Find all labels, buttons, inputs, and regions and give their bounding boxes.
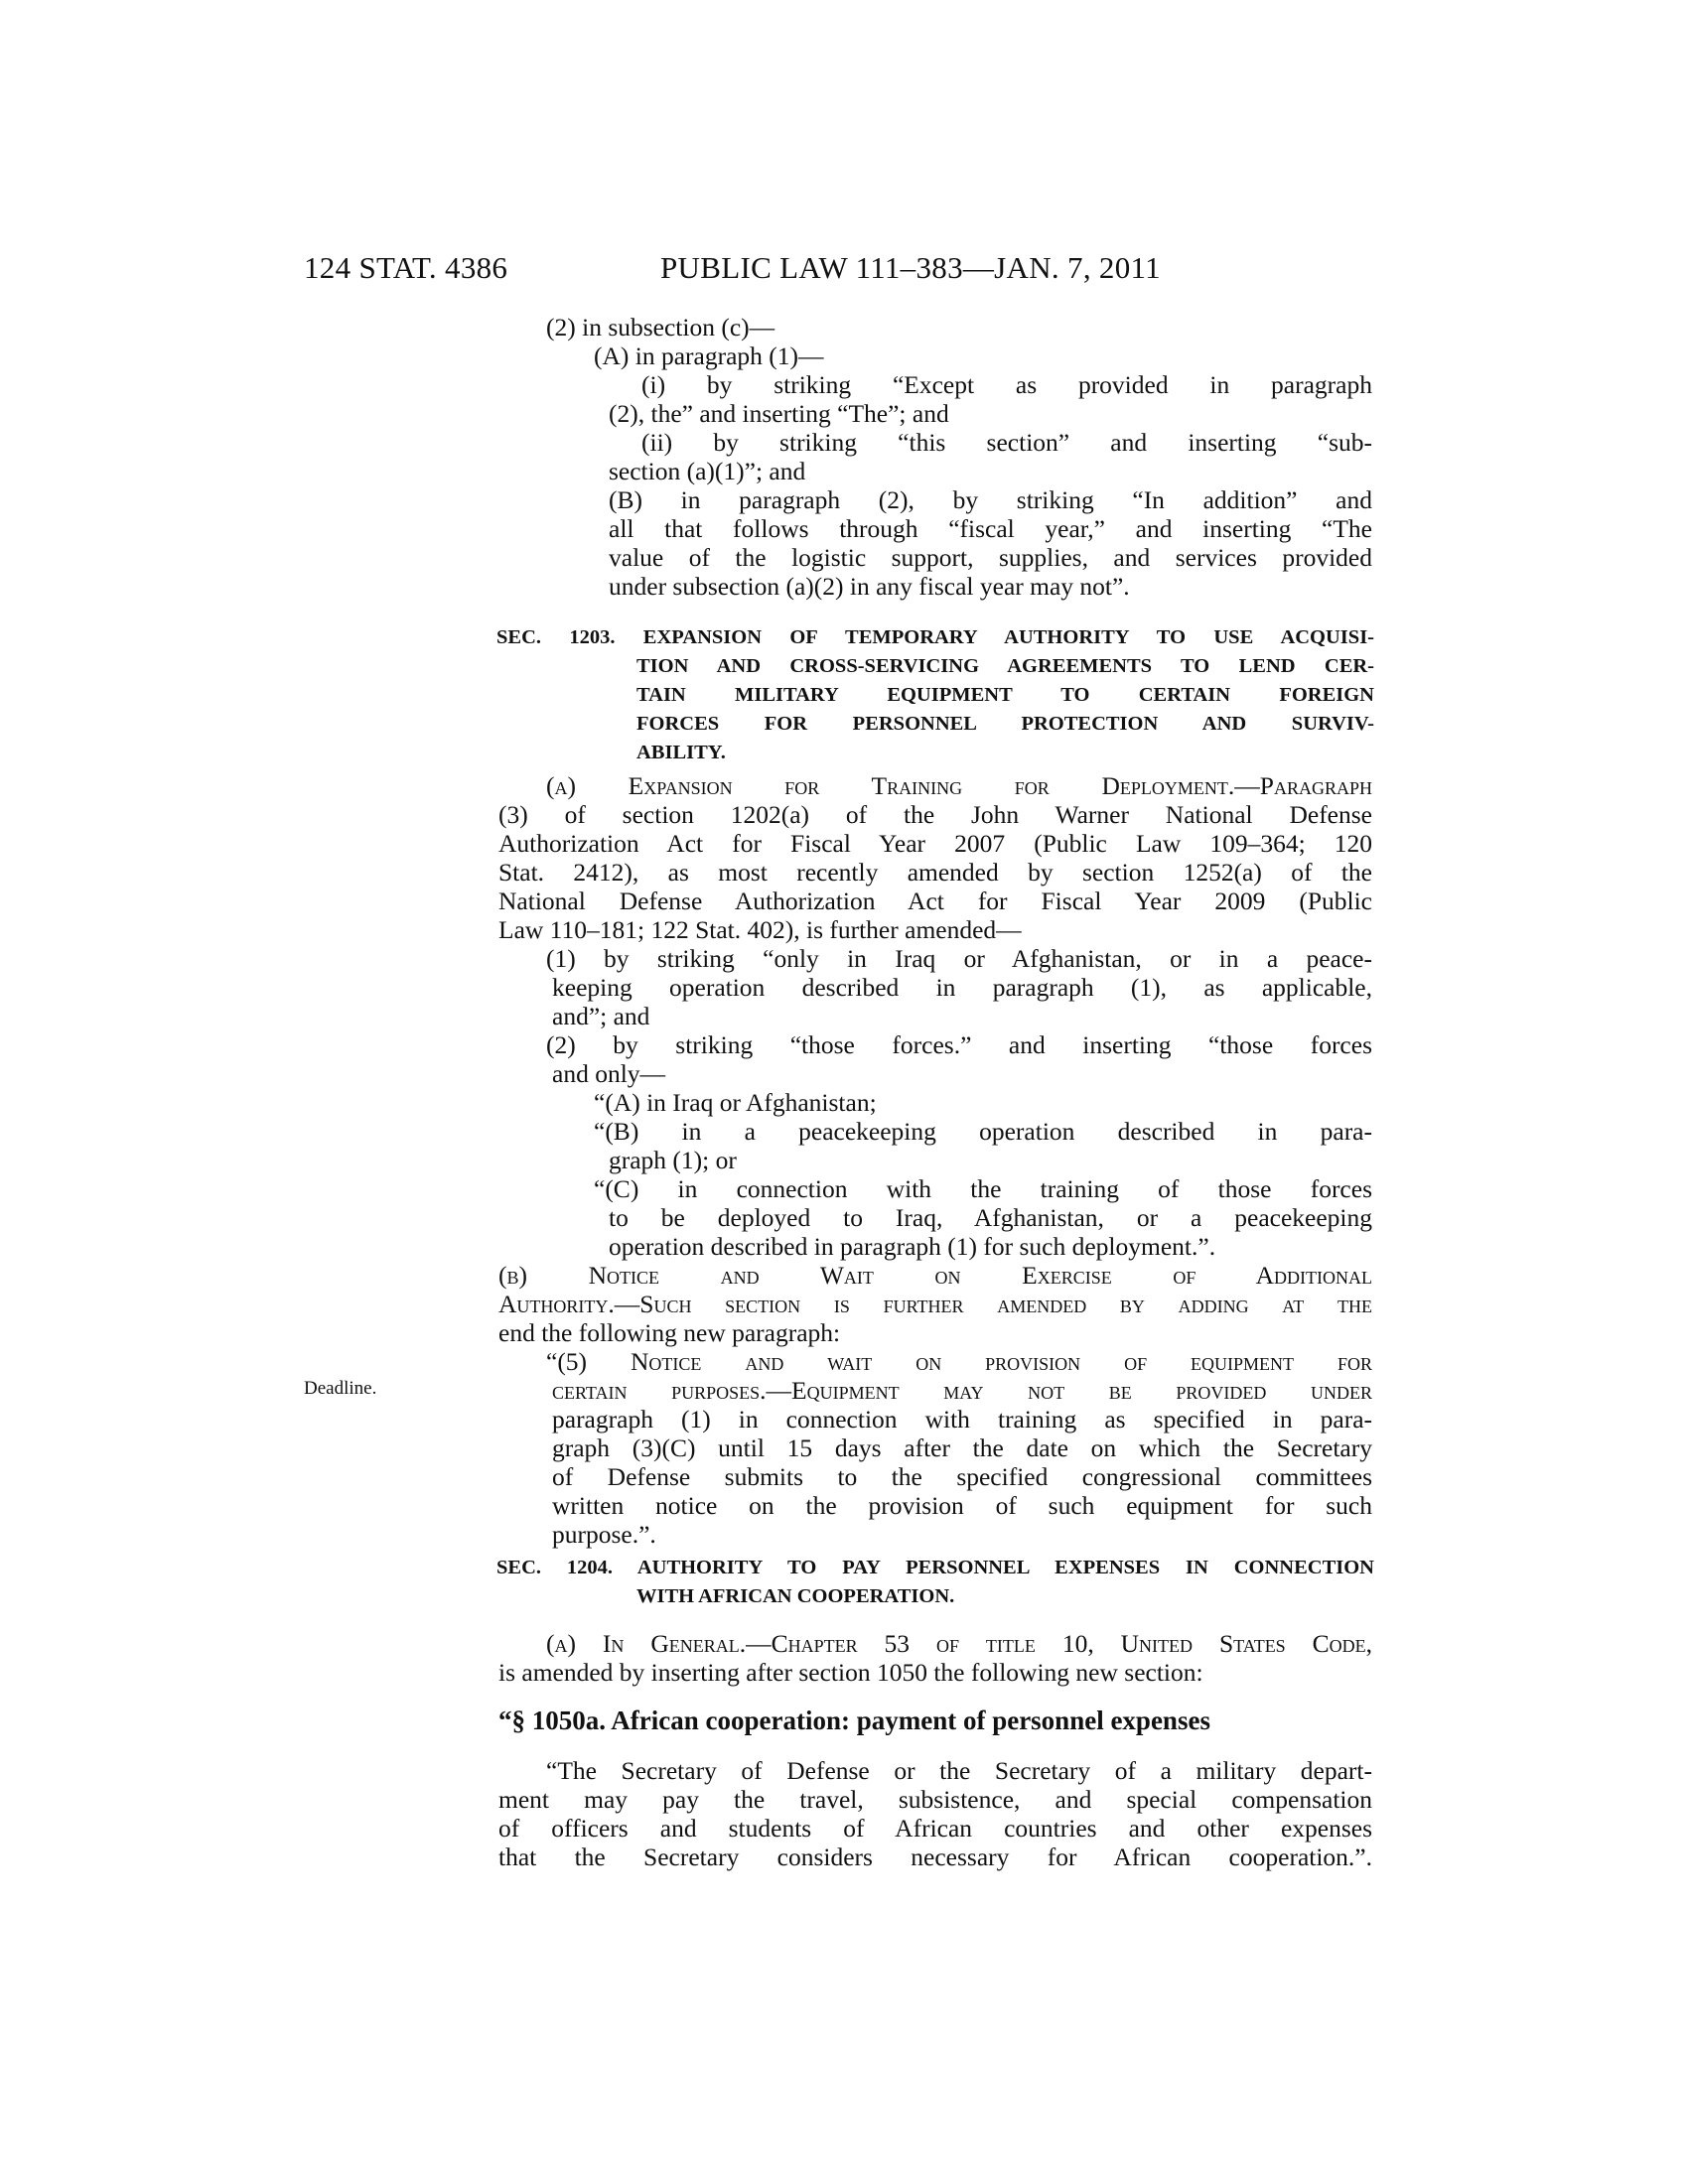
section-1050a-heading: “§ 1050a. African cooperation: payment of personnel expenses bbox=[498, 1706, 1210, 1735]
heading-line: TAIN MILITARY EQUIPMENT TO CERTAIN FOREIGN bbox=[636, 684, 1374, 706]
text-line: written notice on the provision of such equipment for such bbox=[552, 1491, 1372, 1520]
header-stat-ref: 124 STAT. 4386 bbox=[304, 250, 508, 285]
text-line: “The Secretary of Defense or the Secretary of a military depart- bbox=[546, 1756, 1372, 1785]
header-law-title: PUBLIC LAW 111–383—JAN. 7, 2011 bbox=[660, 250, 1161, 285]
text-line-content: certain purposes.—Equipment may not be provided under bbox=[552, 1376, 1372, 1405]
heading-line: TION AND CROSS-SERVICING AGREEMENTS TO LEND CER- bbox=[636, 655, 1374, 677]
text-line bbox=[546, 1348, 1372, 1377]
text-line: (1) by striking “only in Iraq or Afghanistan, or in a peace- bbox=[546, 944, 1372, 973]
text-line: all that follows through “fiscal year,” and inserting “The bbox=[609, 514, 1372, 543]
text-line: end the following new paragraph: bbox=[498, 1318, 841, 1347]
text-line: is amended by inserting after section 1050 the following new section: bbox=[498, 1658, 1203, 1687]
text-line: paragraph (1) in connection with training as specified in para- bbox=[552, 1405, 1372, 1433]
amendment-block-1 bbox=[498, 314, 1372, 612]
text-line: “(C) in connection with the training of those forces bbox=[594, 1174, 1372, 1203]
heading-line: FORCES FOR PERSONNEL PROTECTION AND SURVIV- bbox=[636, 713, 1374, 735]
heading-line: SEC. 1204. AUTHORITY TO PAY PERSONNEL EXPENSES IN CONNECTION bbox=[496, 1557, 1374, 1578]
heading-line: SEC. 1203. EXPANSION OF TEMPORARY AUTHORITY TO USE ACQUISI- bbox=[496, 626, 1374, 648]
text-line: National Defense Authorization Act for Fiscal Year 2009 (Public bbox=[498, 887, 1372, 915]
heading-line: WITH AFRICAN COOPERATION. bbox=[636, 1585, 955, 1607]
text-line: to be deployed to Iraq, Afghanistan, or a peacekeeping bbox=[609, 1203, 1372, 1232]
heading-line: ABILITY. bbox=[636, 742, 726, 763]
text-line: (2), the” and inserting “The”; and bbox=[609, 399, 949, 428]
text-line: operation described in paragraph (1) for such deployment.”. bbox=[609, 1232, 1216, 1261]
text-line: Authorization Act for Fiscal Year 2007 (Public Law 109–364; 120 bbox=[498, 829, 1372, 858]
text-line: graph (1); or bbox=[609, 1146, 737, 1174]
margin-note-deadline: Deadline. bbox=[304, 1378, 377, 1399]
text-line: “(B) in a peacekeeping operation described in para- bbox=[594, 1117, 1372, 1146]
text-line-content: Authority.—Such section is further amended by adding at the bbox=[498, 1290, 1372, 1318]
text-line: value of the logistic support, supplies, and services provided bbox=[609, 543, 1372, 572]
text-line bbox=[546, 1630, 1372, 1659]
text-line: of Defense submits to the specified congressional committees bbox=[552, 1462, 1372, 1491]
section-1204-body bbox=[498, 1630, 1372, 1690]
text-line-content: (a) Expansion for Training for Deployment.—Paragraph bbox=[546, 771, 1372, 800]
text-line: (B) in paragraph (2), by striking “In addition” and bbox=[609, 485, 1372, 514]
text-line bbox=[546, 772, 1372, 801]
text-line: under subsection (a)(2) in any fiscal year may not”. bbox=[609, 572, 1130, 601]
text-line-content: (a) In General.—Chapter 53 of title 10, United States Code, bbox=[546, 1629, 1372, 1658]
section-1050a-body bbox=[498, 1757, 1372, 1876]
text-line: ment may pay the travel, subsistence, and special compensation bbox=[498, 1785, 1372, 1814]
text-line: (ii) by striking “this section” and inserting “sub- bbox=[641, 428, 1372, 457]
text-line: “(A) in Iraq or Afghanistan; bbox=[594, 1088, 877, 1117]
text-line bbox=[552, 1377, 1372, 1406]
text-line: (3) of section 1202(a) of the John Warner National Defense bbox=[498, 800, 1372, 829]
text-line: and”; and bbox=[552, 1002, 650, 1030]
text-line: section (a)(1)”; and bbox=[609, 457, 806, 485]
text-line: graph (3)(C) until 15 days after the date on which the Secretary bbox=[552, 1433, 1372, 1462]
text-line bbox=[498, 1262, 1372, 1291]
section-1204-heading bbox=[496, 1554, 1374, 1613]
text-line: that the Secretary considers necessary for African cooperation.”. bbox=[498, 1843, 1372, 1871]
text-line: (A) in paragraph (1)— bbox=[594, 341, 824, 370]
section-1203-heading bbox=[496, 623, 1374, 772]
section-1203-body bbox=[498, 772, 1372, 1557]
text-line: keeping operation described in paragraph (1), as applicable, bbox=[552, 973, 1372, 1002]
text-line: and only— bbox=[552, 1059, 666, 1088]
text-line-content: “(5) Notice and wait on provision of equipment for bbox=[546, 1347, 1372, 1376]
text-line bbox=[498, 1291, 1372, 1319]
text-line: Stat. 2412), as most recently amended by section 1252(a) of the bbox=[498, 858, 1372, 887]
text-line: (i) by striking “Except as provided in paragraph bbox=[641, 370, 1372, 399]
text-line: purpose.”. bbox=[552, 1520, 656, 1549]
text-line: Law 110–181; 122 Stat. 402), is further amended— bbox=[498, 915, 1022, 944]
text-line: of officers and students of African countries and other expenses bbox=[498, 1814, 1372, 1843]
text-line-content: (b) Notice and Wait on Exercise of Additional bbox=[498, 1261, 1372, 1290]
text-line: (2) by striking “those forces.” and inserting “those forces bbox=[546, 1030, 1372, 1059]
text-line: (2) in subsection (c)— bbox=[546, 313, 775, 341]
